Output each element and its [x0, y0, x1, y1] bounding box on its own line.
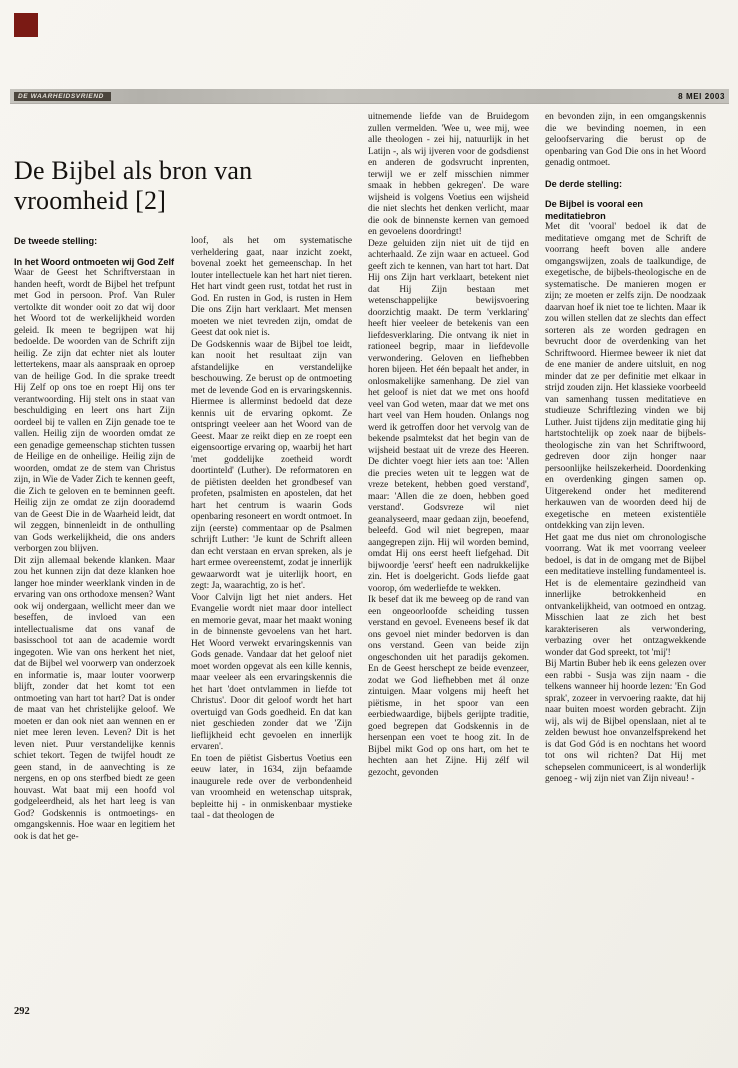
body-paragraph: loof, als het om systematische verheldering gaat, naar inzicht zoekt, bovenal zoekt het gemeenschap. In het louter intellectuele kan het hart niet tieren. Het hart vindt geen rust, totdat het rust in God. En rusten in God, is rusten in Hem Die ons Zijn hart verklaart. Met mensen moeten we niet tevreden zijn, omdat de Geest dat ook niet is.	[191, 236, 352, 338]
text-column-4	[545, 112, 706, 843]
text-column-1	[14, 236, 175, 843]
body-paragraph: Dit zijn allemaal bekende klanken. Maar zou het kunnen zijn dat deze klanken hoe langer hoe minder weerklank vinden in de ervaring van ons orthodoxe mensen? Want ook wij ondergaan, wellicht meer dan we beseffen, de invloed van een intellectualisme dat ons vanaf de basisschool tot aan de academie wordt ingegoten. Wie van ons herkent het niet, dat de Bijbel wel voorwerp van onderzoek en informatie is, maar louter voorwerp blijft, zonder dat het komt tot een ontmoeting van hart tot hart? Dat is onder de maat van het christelijke geloof. We moeten er dan ook niet aan wennen en er niet mee leren leven. Leven? Dit is het leven niet. Puur verstandelijke kennis schiet tekort. Tegen de twijfel houdt ze geen stand, in de aanvechting is ze nergens, en op ons sterfbed biedt ze geen houvast. Wat baat mij een hoofd vol godgeleerdheid, als het hart leeg is van God? Godskennis is ontmoetings- en omgangskennis. Hoe waar en legitiem het ook is dat het ge-	[14, 555, 175, 842]
section-heading: De derde stelling:	[545, 178, 623, 189]
text-column-3	[368, 112, 529, 843]
text-column-2	[191, 236, 352, 843]
body-paragraph: en bevonden zijn, in een omgangskennis die we bevinding noemen, in een geloofservaring die berust op de openbaring van God Die ons in het Woord genadig ontmoet.	[545, 112, 706, 168]
left-columns	[14, 236, 352, 843]
section-heading: In het Woord ontmoeten wij God Zelf	[14, 256, 175, 267]
body-paragraph: Voor Calvijn ligt het niet anders. Het Evangelie wordt niet maar door intellect en memorie gevat, maar het maakt woning in de binnenste gevoelens van het hart. Het Woord verwekt ervaringskennis van Gods genade. Vandaar dat het geloof niet moet worden opgevat als een kille kennis, maar veeleer als een ervaringskennis die het hart 'doet ontvlammen in liefde tot Christus'. Door dit geloof wordt het hart overtuigd van Gods goedheid. En dat kan niet geschieden zonder dat we 'Zijn lieflijkheid echt gevoelen en innerlijk ervaren'.	[191, 592, 352, 752]
masthead-band	[10, 89, 729, 103]
section-heading: De tweede stelling:	[14, 236, 98, 246]
title-and-left-columns	[14, 112, 352, 843]
issue-date: 8 MEI 2003	[678, 91, 725, 101]
body-paragraph: En toen de piëtist Gisbertus Voetius een eeuw later, in 1634, zijn befaamde inaugurele rede over de verbondenheid van vroomheid en wetenschap uitsprak, bepleitte hij - in onmiskenbaar mystieke taal - dat theologen de	[191, 753, 352, 821]
page-number: 292	[14, 1006, 30, 1017]
masthead-title: DE WAARHEIDSVRIEND	[14, 92, 111, 101]
body-paragraph: Het gaat me dus niet om chronologische voorrang. Wat ik met voorrang veeleer bedoel, is dat in de omgang met de Bijbel een meditatieve instelling fundamenteel is. Het is de elementaire gezindheid van innerlijke betrokkenheid en ontvankelijkheid, van ootmoed en ontzag. Misschien laat ze zich het best karakteriseren als verwondering, verbazing over het ontzagwekkende wonder dat God spreekt, tot 'mij'!	[545, 532, 706, 658]
body-paragraph: Ik besef dat ik me beweeg op de rand van een ongeoorloofde scheiding tussen verstand en gevoel. Eveneens besef ik dat ons gevoel niet minder bedorven is dan ons verstand. Geen van beide zijn ongeschonden uit het paradijs gekomen. En de Geest herschept ze beide evenzeer, zodat we God liefhebben met ál onze zintuigen. Maar volgens mij heeft het piëtisme, in het spoor van een eerbiedwaardige, bijbels gerijpte traditie, goed begrepen dat Godskennis in de hersenpan een voet te hoog zit. In de Bijbel mikt God op ons hart, om het te hechten aan het Zijne. Hij zélf wil gezocht, gevonden	[368, 595, 529, 778]
article-title: De Bijbel als bron van vroomheid [2]	[14, 156, 253, 215]
body-paragraph: uitnemende liefde van de Bruidegom zullen vermelden. 'Wee u, wee mij, wee alle theologen - zei hij, natuurlijk in het Latijn -, als wij ijveren voor de godsdienst en anderen de godsvrucht inprenten, terwijl we er zelf misschien nimmer smaak in hebben gekregen'. De ware wijsheid is volgens Voetius een wijsheid die niet slechts het denken verlicht, maar die ook de binnenste kernen van gemoed en gevoelens doordringt!	[368, 112, 529, 237]
body-paragraph: De Godskennis waar de Bijbel toe leidt, kan nooit het resultaat zijn van afstandelijke en verstandelijke beschouwing. Ze berust op de ontmoeting met de levende God en is ervaringskennis. Hiermee is allerminst bedoeld dat deze kennis uit de ervaring opkomt. Ze ontspringt veeleer aan het Woord van de Geest. Maar ze reikt diep en ze roept een eigensoortige ervaring op, waarbij het hart 'met goddelijke zoetheid wordt doortinteld' (Luther). De reformatoren en de piëtisten deelden het grondbesef van profeten, psalmisten en apostelen, dat het hart het centrum is waarin Gods openbaring resoneert en wordt ontmoet. In zijn (eerste) commentaar op de Psalmen schrijft Luther: 'Je kunt de Schrift alleen dan echt verstaan en ervan spreken, als je hart ermee overeenstemt, zodat je innerlijk gewaarwordt wat je uiterlijk hoort, en zegt: Ja, waarachtig, zo is het'.	[191, 339, 352, 591]
body-paragraph: Bij Martin Buber heb ik eens gelezen over een rabbi - Susja was zijn naam - die telkens wanneer hij hoorde lezen: 'En God sprak', zozeer in vervoering raakte, dat hij naar buiten moest worden gebracht. Zijn wij, als wij de Bijbel openslaan, niet al te zelden bewust hoe onvanzelfsprekend het is dat God Gód is en nochtans het woord tot ons wil richten? Dat Hij met schepselen communiceert, is al wonderlijk genoeg - wij zijn niet van Zijn niveau! -	[545, 659, 706, 784]
section-heading: De Bijbel is vooral een meditatiebron	[545, 199, 644, 221]
body-paragraph: Met dit 'vooral' bedoel ik dat de meditatieve omgang met de Schrift de voorrang heeft boven alle andere omgangswijzen, zoals de taalkundige, de exegetische, de bijbels-theologische en de systematische. De manieren mogen er zijn; ze moeten er zelfs zijn. De noodzaak daarvan hoef ik niet toe te lichten. Maar ik zou willen stellen dat ze slechts dan effect sorteren als ze worden gedragen en bevrucht door de overdenking van het Schriftwoord. Hiermee beweer ik niet dat de ene manier de andere uitsluit, en nog minder dat ze per definitie met elkaar in strijd zouden zijn. Het klassieke voorbeeld van samenhang tussen meditatieve en studieuze Schriftlezing vinden we bij Luther. Juist tijdens zijn meditatie ging hij hartstochtelijk op zoek naar de bijbels-theologische zin van het Schriftwoord, gedreven door zijn honger naar persoonlijke heilszekerheid. Doordenking en overdenking gingen samen op. Uitgerekend onder het mediterend herkauwen van de woorden deed hij de exegetische en meteen existentiële ontdekking van zijn leven.	[545, 222, 706, 531]
body-paragraph: Deze geluiden zijn niet uit de tijd en achterhaald. Ze zijn waar en actueel. God geeft zich te kennen, van hart tot hart. Dat Hij ons Zijn hart verklaart, betekent niet dat Hij Zijn bestaan met wetenschappelijke bewijsvoering doorzichtig maakt. De term 'verklaring' heeft hier veeleer de betekenis van een liefdesverklaring. Die ontvang ik niet in rationeel begrip, maar in liefdevolle verwondering. Geloven en liefhebben horen bijeen. Het één bepaalt het ander, in onlosmakelijke samenhang. De ziel van het geloof is niet dat we met ons hoofd veel van God weten, maar dat we met ons hart veel van Hem houden. Onlangs nog werd ik getroffen door het vervolg van de bekende psalmtekst dat het begin van de wijsheid bestaat uit de vreze des Heeren. De dichter voegt hier iets aan toe: 'Allen die precies weten uit te leggen wat de vreze betekent, hebben goed verstand', maar: 'Allen die ze doen, hebben goed verstand'. Godsvreze wil niet geanalyseerd, maar gedaan zijn, beoefend, beleefd. God wil niet begrepen, maar aangegrepen zijn. Hij wil worden bemind, omdat Hij ons eerst heeft liefgehad. Dit bijwoordje 'eerst' heeft een nadrukkelijke zin. Het is doelgericht. Gods liefde gaat voorop, óm wederliefde te wekken.	[368, 238, 529, 594]
body-paragraph: Waar de Geest het Schriftverstaan in handen heeft, wordt de Bijbel het trefpunt met God in persoon. Prof. Van Ruler vertolkte dit wonder ooit zo dat wij door het Woord tot de werkelijkheid worden geleid. Ik meen te begrijpen wat hij bedoelde. De woorden van de Schrift zijn heilig. Ze zijn dat echter niet als louter lettertekens, maar als aanspraak en oproep van de heilige God. In die sprake treedt Hij Zelf op ons toe en roept Hij ons ter verantwoording. Hij stelt ons in staat van beschuldiging en leert ons hart Zijn oordeel bij te vallen en Zijn genade toe te vallen. Heilig zijn de woorden omdat ze een genadige gemeenschap stichten tussen de Heilige en de onheilige. Heilig zijn de woorden, omdat ze de stem van Christus zijn, in Wie de Vader Zich te kennen geeft, die Zich te geloven en te beminnen geeft. Heilig zijn ze omdat ze zijn doorademd van de Geest Die in de Waarheid leidt, dat wil zeggen, binnenleidt in de onthulling van Gods werkelijkheid, die ons anders verborgen zou blijven.	[14, 268, 175, 554]
accent-square	[14, 13, 38, 37]
article-body	[14, 112, 706, 843]
